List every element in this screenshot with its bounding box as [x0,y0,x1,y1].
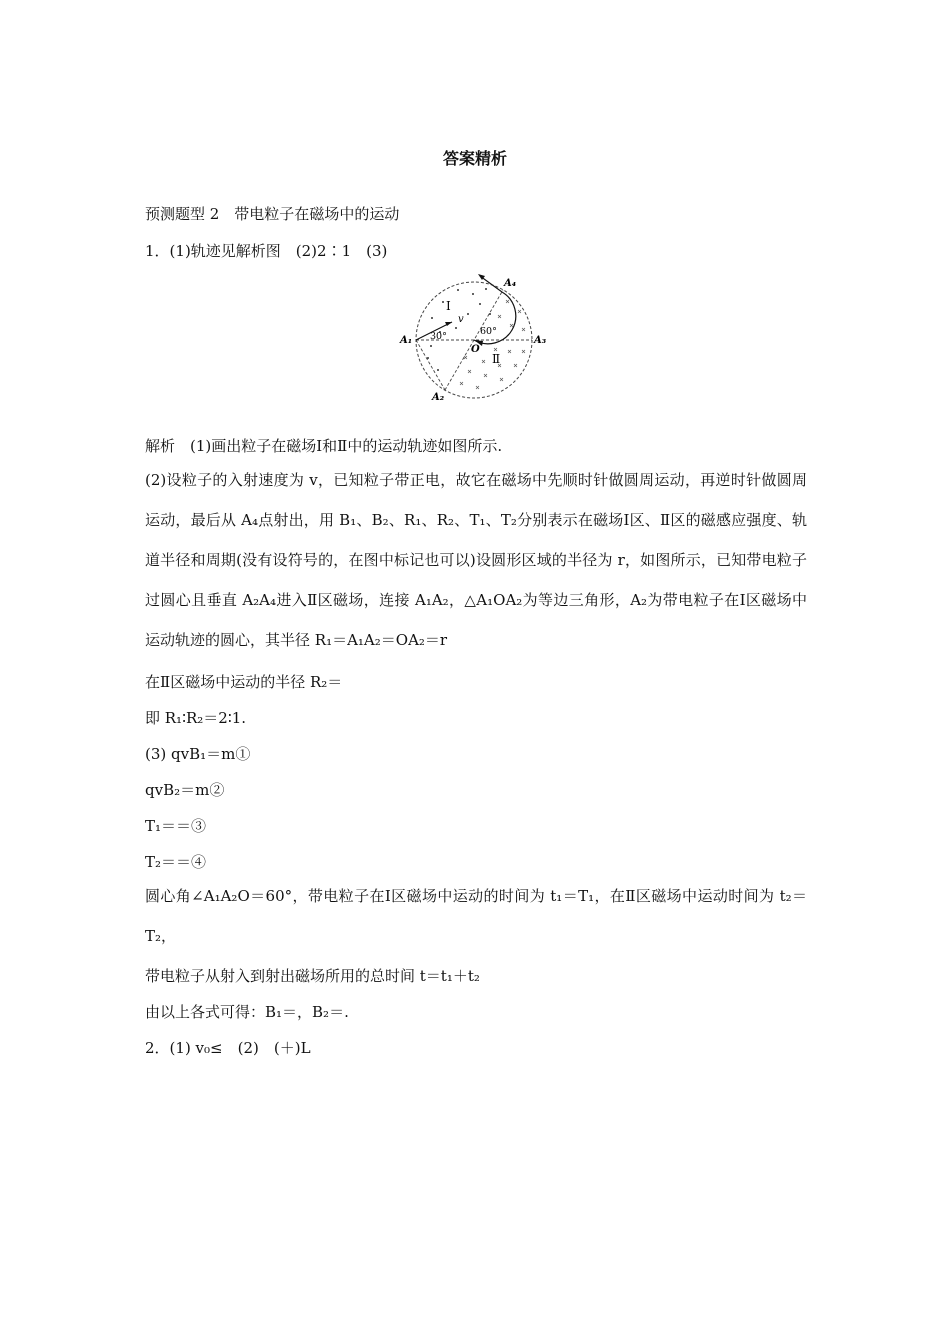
diagram-svg [398,270,550,406]
label-region-2: Ⅱ [492,352,501,366]
label-a4: A₄ [504,278,517,289]
label-angle-30: 30° [430,331,447,342]
equation-1: (3) qvB₁＝m① [145,745,251,763]
radius-r2-line: 在Ⅱ区磁场中运动的半径 R₂＝ [145,673,343,691]
radius-ratio-line: 即 R₁∶R₂＝2∶1. [145,709,247,727]
exit-direction [480,276,502,292]
analysis-part-2: (2)设粒子的入射速度为 v，已知粒子带正电，故它在磁场中先顺时针做圆周运动，再逆时针做圆周运动，最后从 A₄点射出，用 B₁、B₂、R₁、R₂、T₁、T₂分别表示在磁场Ⅰ区、Ⅱ区的磁感应强度、轨道半径和周期(没有设符号的，在图中标记也可以)设圆形区域的半径为 r，如图所示，已知带电粒子过圆心且垂直 A₂A₄进入Ⅱ区磁场，连接 A₁A₂，△A₁OA₂为等边三角形，A₂为带电粒子在Ⅰ区磁场中运动轨迹的圆心，其半径 R₁＝A₁A₂＝OA₂＝r [145,471,807,649]
magnetic-field-diagram [398,270,550,406]
label-angle-60: 60° [480,326,497,337]
label-region-1: Ⅰ [446,299,451,313]
label-origin: O [471,344,480,355]
equation-4: T₂＝＝④ [145,853,207,871]
page-title: 答案精析 [442,149,507,168]
equation-3: T₁＝＝③ [145,817,207,835]
total-time-line: 带电粒子从射入到射出磁场所用的总时间 t＝t₁＋t₂ [145,967,480,985]
equation-2: qvB₂＝m② [145,781,225,799]
section-heading: 预测题型 2 带电粒子在磁场中的运动 [145,205,400,223]
question-2-answer: 2．(1) v₀≤ (2) (＋)L [145,1039,311,1057]
label-a2: A₂ [432,392,445,403]
label-a1: A₁ [400,335,413,346]
label-velocity: v [458,314,464,325]
conclusion-line: 由以上各式可得：B₁＝，B₂＝. [145,1003,349,1021]
question-1-answer: 1．(1)轨迹见解析图 (2)2∶1 (3) [145,242,388,260]
chord-a1-a2 [416,340,445,390]
analysis-part-1: 解析 (1)画出粒子在磁场Ⅰ和Ⅱ中的运动轨迹如图所示. [145,437,503,455]
label-a3: A₃ [534,335,547,346]
time-paragraph: 圆心角∠A₁A₂O＝60°，带电粒子在Ⅰ区磁场中运动的时间为 t₁＝T₁，在Ⅱ区磁场中运动时间为 t₂＝T₂， [145,887,807,945]
